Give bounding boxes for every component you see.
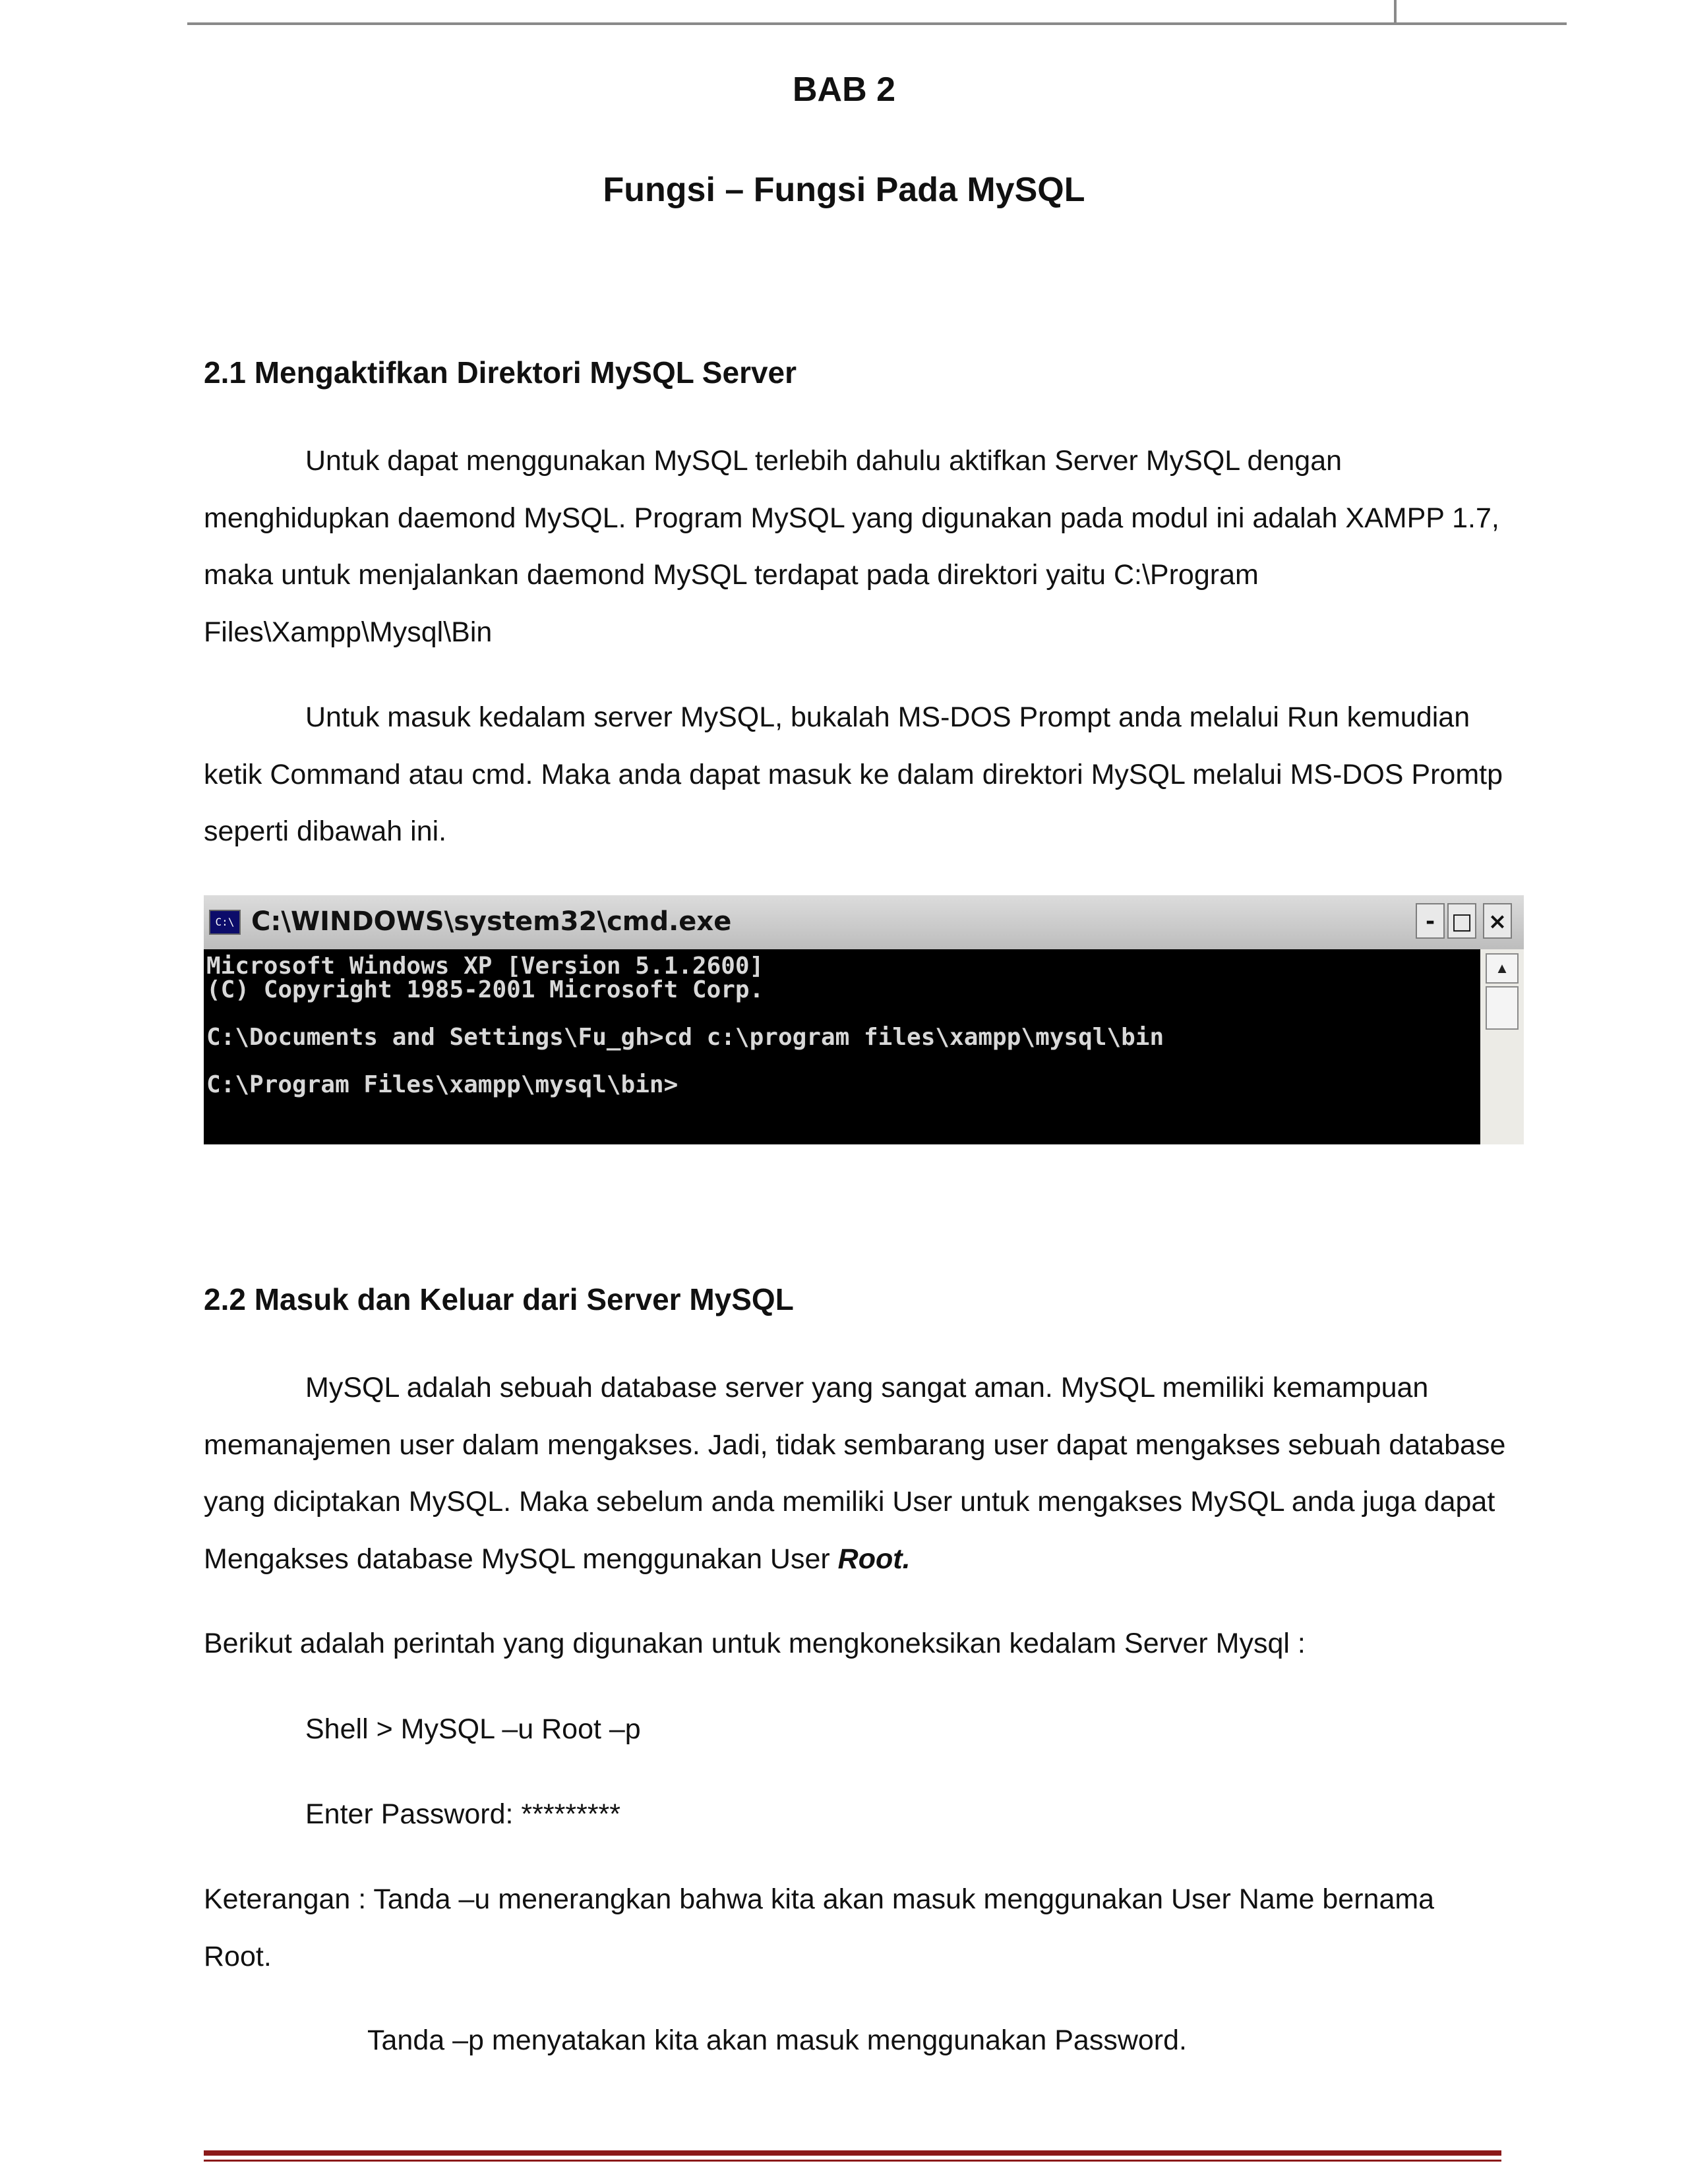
section-heading-2-2: 2.2 Masuk dan Keluar dari Server MySQL xyxy=(204,1282,794,1316)
paragraph-line: Enter Password: ********* xyxy=(305,1798,621,1830)
scroll-up-icon[interactable]: ▲ xyxy=(1486,953,1519,984)
console-line: C:\Documents and Settings\Fu_gh>cd c:\program files\xampp\mysql\bin xyxy=(206,1024,1164,1051)
paragraph-line: yang diciptakan MySQL. Maka sebelum anda memiliki User untuk mengakses MySQL anda juga dapat xyxy=(204,1486,1495,1518)
paragraph-line: maka untuk menjalankan daemond MySQL terdapat pada direktori yaitu C:\Program xyxy=(204,559,1259,591)
paragraph-line: Untuk dapat menggunakan MySQL terlebih dahulu aktifkan Server MySQL dengan xyxy=(305,445,1342,477)
paragraph-line: Shell > MySQL –u Root –p xyxy=(305,1713,641,1745)
section2-intro xyxy=(204,1615,1522,1672)
header-rule xyxy=(187,22,1567,25)
paragraph-line: Root. xyxy=(204,1940,272,1972)
paragraph-line: Berikut adalah perintah yang digunakan untuk mengkoneksikan kedalam Server Mysql : xyxy=(204,1628,1306,1659)
console-output xyxy=(204,949,1480,1144)
section2-paragraph-1 xyxy=(204,1359,1522,1587)
section1-paragraph-2 xyxy=(204,689,1522,860)
paragraph-line: Files\Xampp\Mysql\Bin xyxy=(204,616,493,648)
close-button[interactable]: × xyxy=(1483,903,1512,939)
footer-rule xyxy=(204,2150,1501,2156)
console-icon: C:\ xyxy=(209,910,241,935)
section1-paragraph-1 xyxy=(204,432,1522,661)
root-emphasis: Root. xyxy=(837,1543,911,1575)
minimize-button[interactable]: - xyxy=(1416,903,1445,939)
paragraph-line: ketik Command atau cmd. Maka anda dapat masuk ke dalam direktori MySQL melalui MS-DOS Promtp xyxy=(204,758,1503,790)
paragraph-line: Tanda –p menyatakan kita akan masuk menggunakan Password. xyxy=(367,2024,1187,2056)
note-paragraph xyxy=(204,1871,1522,1985)
paragraph-line: seperti dibawah ini. xyxy=(204,815,447,847)
chapter-title: Fungsi – Fungsi Pada MySQL xyxy=(603,171,1085,209)
console-line: Microsoft Windows XP [Version 5.1.2600] xyxy=(206,953,764,980)
chapter-number: BAB 2 xyxy=(792,71,896,109)
cmd-window-screenshot xyxy=(204,895,1524,1144)
section-heading-2-1: 2.1 Mengaktifkan Direktori MySQL Server xyxy=(204,355,797,390)
paragraph-line: Keterangan : Tanda –u menerangkan bahwa kita akan masuk menggunakan User Name bernama xyxy=(204,1883,1435,1915)
note-paragraph-2 xyxy=(367,2012,1686,2069)
footer-rule-thin xyxy=(204,2160,1501,2162)
maximize-button[interactable]: □ xyxy=(1447,903,1476,939)
cmd-titlebar xyxy=(204,895,1524,949)
scroll-thumb[interactable] xyxy=(1486,986,1519,1030)
paragraph-line: Untuk masuk kedalam server MySQL, bukalah MS-DOS Prompt anda melalui Run kemudian xyxy=(305,701,1470,733)
paragraph-line: menghidupkan daemond MySQL. Program MySQL yang digunakan pada modul ini adalah XAMPP 1.7, xyxy=(204,502,1499,534)
command-line-1 xyxy=(305,1701,1624,1758)
cmd-window-title: C:\WINDOWS\system32\cmd.exe xyxy=(251,906,732,937)
paragraph-line: Mengakses database MySQL menggunakan User Root. xyxy=(204,1543,911,1575)
console-line: C:\Program Files\xampp\mysql\bin> xyxy=(206,1071,678,1098)
header-divider xyxy=(1394,0,1397,24)
console-line: (C) Copyright 1985-2001 Microsoft Corp. xyxy=(206,976,764,1003)
paragraph-line: MySQL adalah sebuah database server yang sangat aman. MySQL memiliki kemampuan xyxy=(305,1372,1429,1403)
paragraph-line: memanajemen user dalam mengakses. Jadi, tidak sembarang user dapat mengakses sebuah database xyxy=(204,1429,1506,1461)
command-line-2 xyxy=(305,1786,1624,1843)
vertical-scrollbar[interactable] xyxy=(1480,949,1524,1144)
